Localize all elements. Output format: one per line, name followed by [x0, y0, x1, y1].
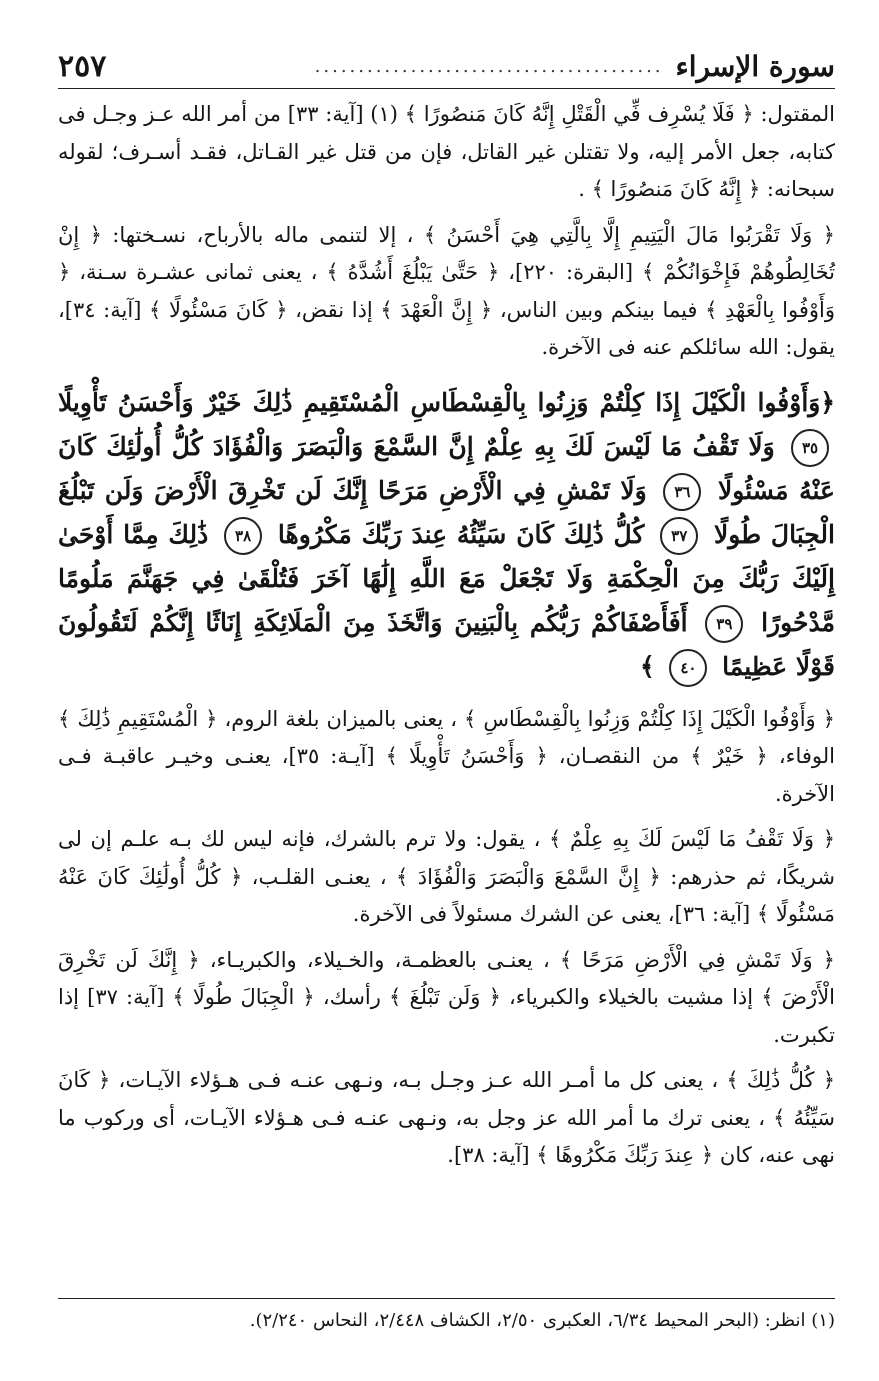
verse-38: كُلُّ ذَٰلِكَ كَانَ سَيِّئُهُ عِندَ رَبِّكَ مَكْرُوهًا [277, 519, 645, 549]
verse-35: ﴿وَأَوْفُوا الْكَيْلَ إِذَا كِلْتُمْ وَزِنُوا بِالْقِسْطَاسِ الْمُسْتَقِيمِ ذَٰلِكَ خَيْرٌ وَأَحْسَنُ تَأْوِيلًا [58, 387, 835, 417]
verse-number-marker: ٣٧ [660, 517, 698, 555]
header-dots: ........................................ [314, 55, 664, 77]
surah-title: سورة الإسراء [675, 49, 835, 83]
verses-closing-bracket: ﴾ [640, 651, 655, 681]
verse-number-marker: ٣٩ [705, 605, 743, 643]
verse-number-marker: ٣٦ [663, 473, 701, 511]
page-header [58, 44, 835, 89]
paragraph-4: ﴿ وَلَا تَقْفُ مَا لَيْسَ لَكَ بِهِ عِلْمٌ ﴾ ، يقول: ولا ترم بالشرك، فإنه ليس لك بـه علـم إن لى شريكًا، ثم حذرهم: ﴿ إِنَّ السَّمْعَ وَالْبَصَرَ وَالْفُؤَادَ ﴾ ، يعنـى القلـب، ﴿ كُلُّ أُولَٰئِكَ كَانَ عَنْهُ مَسْئُولًا ﴾ [آية: ٣٦]، يعنى عن الشرك مسئولاً فى الآخرة. [58, 827, 835, 926]
verse-39: ذَٰلِكَ مِمَّا أَوْحَىٰ إِلَيْكَ رَبُّكَ مِنَ الْحِكْمَةِ وَلَا تَجْعَلْ مَعَ اللَّهِ إِلَٰهًا آخَرَ فَتُلْقَىٰ فِي جَهَنَّمَ مَلُومًا مَّدْحُورًا [58, 519, 835, 637]
paragraph-6: ﴿ كُلُّ ذَٰلِكَ ﴾ ، يعنى كل ما أمـر الله عـز وجـل بـه، ونـهى عنـه فـى هـؤلاء الآيـات، ﴿ كَانَ سَيِّئُهُ ﴾ ، يعنى ترك ما أمر الله عز وجل به، ونـهى عنـه فـى هـؤلاء الآيـات، أى وركوب ما نهى عنه، كان ﴿ عِندَ رَبِّكَ مَكْرُوهًا ﴾ [آية: ٣٨]. [58, 1068, 835, 1167]
verse-37: وَلَا تَمْشِ فِي الْأَرْضِ مَرَحًا إِنَّكَ لَن تَخْرِقَ الْأَرْضَ وَلَن تَبْلُغَ الْجِبَالَ طُولًا [58, 475, 835, 549]
verse-number-marker: ٤٠ [669, 649, 707, 687]
paragraph-2: ﴿ وَلَا تَقْرَبُوا مَالَ الْيَتِيمِ إِلَّا بِالَّتِي هِيَ أَحْسَنُ ﴾ ، إلا لتنمى ماله بالأرباح، نسـختها: ﴿ إِنْ تُخَالِطُوهُمْ فَإِخْوَانُكُمْ ﴾ [البقرة: ٢٢٠]، ﴿ حَتَّىٰ يَبْلُغَ أَشُدَّهُ ﴾ ، يعنى ثمانى عشـرة سـنة، ﴿ وَأَوْفُوا بِالْعَهْدِ ﴾ فيما بينكم وبين الناس، ﴿ إِنَّ الْعَهْدَ ﴾ إذا نقض، ﴿ كَانَ مَسْئُولًا ﴾ [آية: ٣٤]، يقول: الله سائلكم عنه فى الآخرة. [58, 222, 835, 359]
verse-number-marker: ٣٥ [791, 429, 829, 467]
footnote: (١) انظر: (البحر المحيط ٦/٣٤، العكبرى ٢/٥٠، الكشاف ٢/٤٤٨، النحاس ٢/٢٤٠). [58, 1298, 835, 1335]
paragraph-3: ﴿ وَأَوْفُوا الْكَيْلَ إِذَا كِلْتُمْ وَزِنُوا بِالْقِسْطَاسِ ﴾ ، يعنى بالميزان بلغة الروم، ﴿ الْمُسْتَقِيمِ ذَٰلِكَ ﴾ الوفاء، ﴿ خَيْرٌ ﴾ من النقصـان، ﴿ وَأَحْسَنُ تَأْوِيلًا ﴾ [آيـة: ٣٥]، يعنـى وخيـر عاقبـة فـى الآخرة. [58, 706, 836, 806]
paragraph-5: ﴿ وَلَا تَمْشِ فِي الْأَرْضِ مَرَحًا ﴾ ، يعنـى بالعظمـة، والخـيلاء، والكبريـاء، ﴿ إِنَّكَ لَن تَخْرِقَ الْأَرْضَ ﴾ إذا مشيت بالخيلاء والكبرياء، ﴿ وَلَن تَبْلُغَ ﴾ رأسك، ﴿ الْجِبَالَ طُولًا ﴾ [آية: ٣٧] إذا تكبرت. [58, 947, 835, 1047]
page-number: ٢٥٧ [58, 48, 107, 84]
page-body [58, 96, 835, 1183]
verse-36: وَلَا تَقْفُ مَا لَيْسَ لَكَ بِهِ عِلْمٌ إِنَّ السَّمْعَ وَالْبَصَرَ وَالْفُؤَادَ كُلُّ أُولَٰئِكَ كَانَ عَنْهُ مَسْئُولًا [58, 431, 835, 505]
quran-verses-block [58, 381, 835, 689]
paragraph-1: المقتول: ﴿ فَلَا يُسْرِف فِّي الْقَتْلِ إِنَّهُ كَانَ مَنصُورًا ﴾ (١) [آية: ٣٣] من أمر الله عـز وجـل فى كتابه، جعل الأمر إليه، ولا تقتلن غير القاتل، فإن من قتل غير القـاتل، فقـد أسـرف؛ لقوله سبحانه: ﴿ إِنَّهُ كَانَ مَنصُورًا ﴾ . [58, 102, 836, 201]
verse-40: أَفَأَصْفَاكُمْ رَبُّكُم بِالْبَنِينَ وَاتَّخَذَ مِنَ الْمَلَائِكَةِ إِنَاثًا إِنَّكُمْ لَتَقُولُونَ قَوْلًا عَظِيمًا [58, 607, 835, 681]
verse-number-marker: ٣٨ [224, 517, 262, 555]
